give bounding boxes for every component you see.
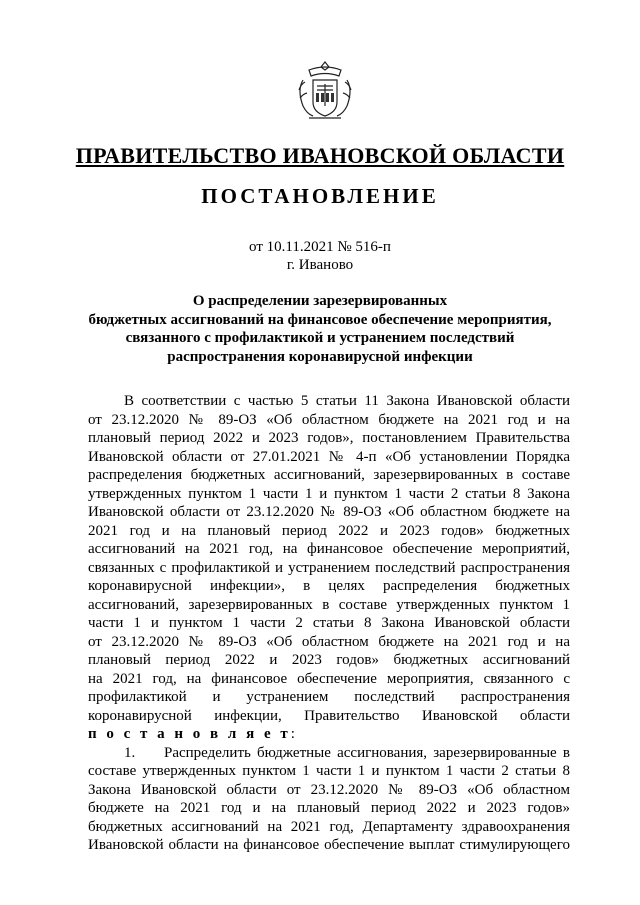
subject-line: бюджетных ассигнований на финансовое обеспечение мероприятия,	[88, 311, 552, 328]
body-line: коронавирусной инфекции», в целях распределения бюджетных	[88, 578, 570, 594]
document-body	[88, 392, 570, 855]
body-line: бюджете на 2021 год и на плановый период 2022 и 2023 годов»	[88, 800, 570, 816]
government-title: ПРАВИТЕЛЬСТВО ИВАНОВСКОЙ ОБЛАСТИ	[75, 143, 565, 168]
subject-line: О распределении зарезервированных	[192, 293, 448, 309]
body-line: ассигнований на 2021 год, на финансовое обеспечение мероприятий,	[88, 541, 570, 557]
coat-of-arms-icon	[295, 60, 355, 122]
body-line: плановый период 2022 и 2023 годов», постановлением Правительства	[88, 430, 570, 446]
body-line: Ивановской области от 27.01.2021 № 4-п «Об установлении Порядка	[88, 448, 570, 465]
body-line: от 23.12.2020 № 89-ОЗ «Об областном бюджете на 2021 год и на	[88, 633, 570, 650]
body-line: Ивановской области на финансовое обеспечение выплат стимулирующего	[88, 837, 570, 853]
body-line: 2021 год и на плановый период 2022 и 2023 годов» бюджетных	[88, 522, 570, 539]
decree-word: п о с т а н о в л я е т	[88, 726, 291, 742]
document-type-title: ПОСТАНОВЛЕНИЕ	[201, 184, 439, 208]
body-line: от 23.12.2020 № 89-ОЗ «Об областном бюджете на 2021 год и на	[88, 411, 570, 428]
body-line: на 2021 год, на финансовое обеспечение мероприятия, связанного с	[88, 670, 570, 687]
body-line: части 1 и пунктом 1 части 2 статьи 8 Закона Ивановской области	[88, 615, 570, 631]
body-line: профилактикой и устранением последствий распространения	[88, 689, 570, 705]
body-line: ассигнований, зарезервированных в составе утвержденных пунктом 1	[88, 596, 570, 613]
decree-line	[88, 725, 570, 744]
body-line: связанных с профилактикой и устранением последствий распространения	[88, 559, 570, 576]
body-line: бюджетных ассигнований на 2021 год, Департаменту здравоохранения	[88, 818, 570, 835]
body-line: составе утвержденных пунктом 1 части 1 и пунктом 1 части 2 статьи 8	[88, 763, 570, 779]
body-line: плановый период 2022 и 2023 годов» бюджетных ассигнований	[88, 652, 570, 668]
item-text: Распределить бюджетные ассигнования, зарезервированные в	[164, 744, 570, 761]
item-number: 1.	[124, 744, 136, 761]
item-line	[88, 744, 570, 763]
date-and-number: от 10.11.2021 № 516-п	[249, 239, 391, 255]
document-subject	[60, 292, 580, 366]
body-line: утвержденных пунктом 1 части 1 и пунктом 1 части 2 статьи 8 Закона	[88, 485, 570, 502]
subject-line: распространения коронавирусной инфекции	[167, 348, 473, 365]
body-line: Закона Ивановской области от 23.12.2020 № 89-ОЗ «Об областном	[88, 781, 570, 798]
body-line: коронавирусной инфекции, Правительство Ивановской области	[88, 707, 570, 724]
decree-colon: :	[290, 726, 295, 742]
body-line: Ивановской области от 23.12.2020 № 89-ОЗ «Об областном бюджете на	[88, 504, 570, 520]
subject-line: связанного с профилактикой и устранением последствий	[125, 330, 515, 346]
body-line: распределения бюджетных ассигнований, зарезервированных в составе	[88, 467, 570, 483]
city-name: г. Иваново	[286, 257, 354, 273]
body-line: В соответствии с частью 5 статьи 11 Закона Ивановской области	[124, 393, 570, 409]
